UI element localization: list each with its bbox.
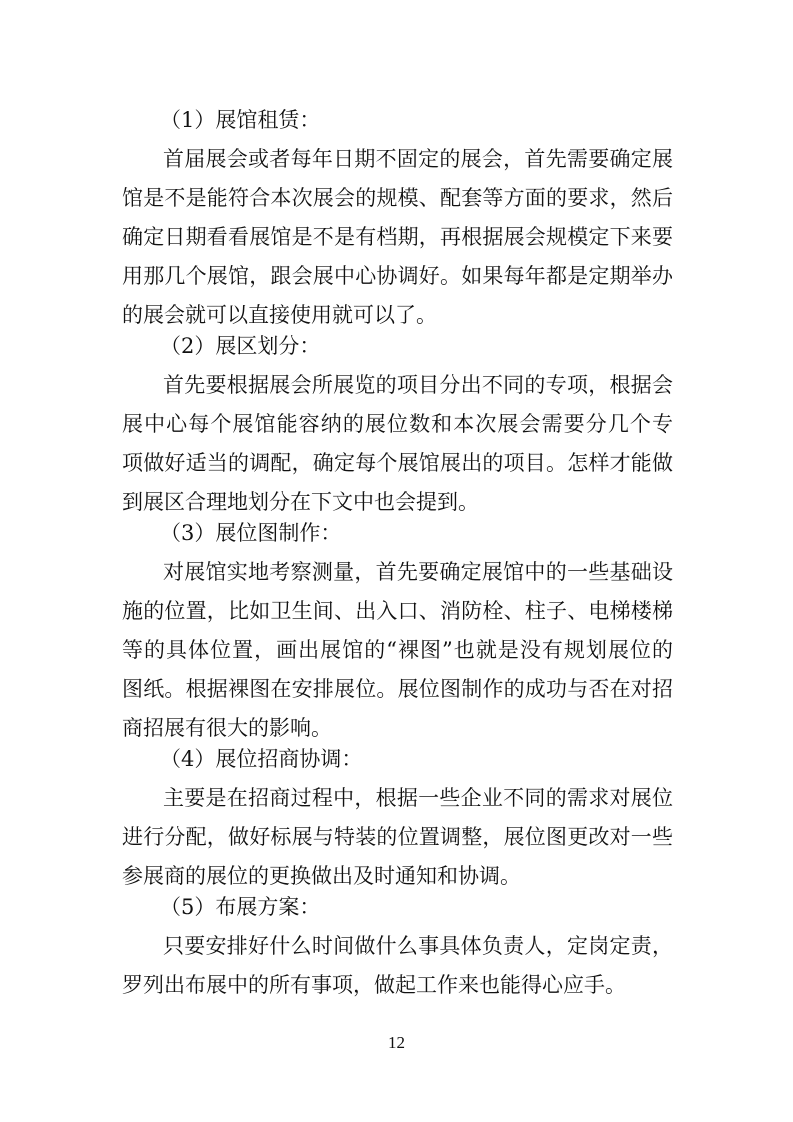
paragraph-line: 图纸。根据裸图在安排展位。展位图制作的成功与否在对招 bbox=[122, 677, 673, 701]
paragraph-line: 进行分配，做好标展与特装的位置调整，展位图更改对一些 bbox=[122, 825, 673, 849]
paragraph-line: 对展馆实地考察测量，首先要确定展馆中的一些基础设 bbox=[163, 560, 673, 584]
paragraph-line: 商招展有很大的影响。 bbox=[122, 716, 332, 740]
paragraph-line: 到展区合理地划分在下文中也会提到。 bbox=[122, 490, 479, 514]
paragraph-line: 首先要根据展会所展览的项目分出不同的专项，根据会 bbox=[163, 373, 673, 397]
paragraph-line: 确定日期看看展馆是不是有档期，再根据展会规模定下来要 bbox=[122, 225, 673, 249]
paragraph-line: 馆是不是能符合本次展会的规模、配套等方面的要求，然后 bbox=[122, 186, 673, 210]
section-heading: （2）展区划分： bbox=[160, 334, 321, 358]
section-heading: （5）布展方案： bbox=[160, 895, 321, 919]
paragraph-line: 主要是在招商过程中，根据一些企业不同的需求对展位 bbox=[163, 786, 673, 810]
paragraph-line: 的展会就可以直接使用就可以了。 bbox=[122, 303, 437, 327]
section-heading: （3）展位图制作： bbox=[160, 521, 342, 545]
paragraph-line: 项做好适当的调配，确定每个展馆展出的项目。怎样才能做 bbox=[122, 451, 673, 475]
section-heading: （4）展位招商协调： bbox=[160, 747, 363, 771]
paragraph-line: 参展商的展位的更换做出及时通知和协调。 bbox=[122, 864, 521, 888]
paragraph-line: 罗列出布展中的所有事项，做起工作来也能得心应手。 bbox=[122, 973, 626, 997]
paragraph-line: 只要安排好什么时间做什么事具体负责人，定岗定责， bbox=[163, 934, 673, 958]
paragraph-line: 施的位置，比如卫生间、出入口、消防栓、柱子、电梯楼梯 bbox=[122, 599, 673, 623]
paragraph-line: 展中心每个展馆能容纳的展位数和本次展会需要分几个专 bbox=[122, 412, 673, 436]
section-heading: （1）展馆租赁： bbox=[160, 108, 321, 132]
page-number: 12 bbox=[388, 1033, 405, 1052]
paragraph-line: 首届展会或者每年日期不固定的展会，首先需要确定展 bbox=[163, 147, 673, 171]
paragraph-line: 等的具体位置，画出展馆的“裸图”也就是没有规划展位的 bbox=[122, 638, 673, 662]
paragraph-line: 用那几个展馆，跟会展中心协调好。如果每年都是定期举办 bbox=[122, 264, 673, 288]
